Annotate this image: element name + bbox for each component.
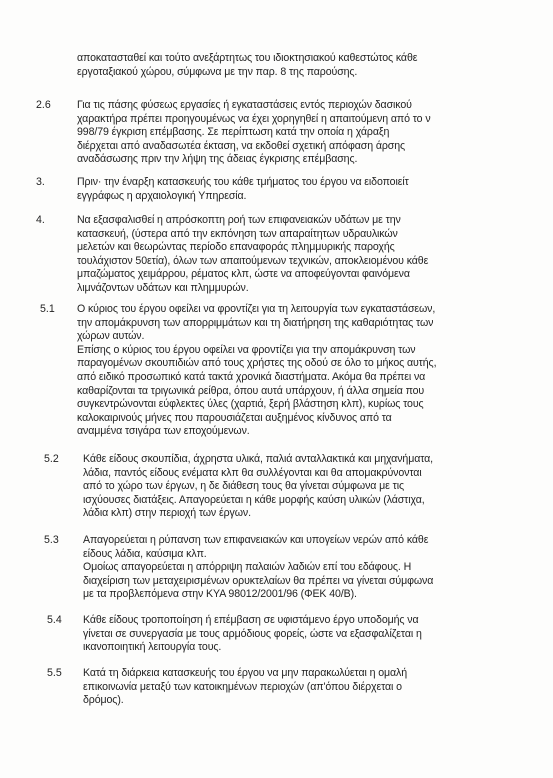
text-line: δρόμος). (83, 694, 124, 707)
text-line: λάδια, παντός είδους ενέματα κλπ θα συλλέγονται και θα απομακρύνονται (83, 466, 422, 479)
text-line: την απομάκρυνση των απορριμμάτων και τη διατήρηση της καθαριότητας των (77, 316, 434, 329)
text-line: τουλάχιστον 50ετία), όλων των απαιτούμενων τεχνικών, αποκλειομένου κάθε (77, 254, 429, 267)
section-number: 3. (36, 176, 45, 188)
text-line: αναμμένα τσιγάρα των εποχούμενων. (77, 425, 250, 438)
text-line: γίνεται σε συνεργασία με τους αρμόδιους φορείς, ώστε να εξασφαλίζεται η (83, 627, 422, 640)
text-line: αναδάσωσης πριν την λήψη της άδειας έγκρισης επέμβασης. (77, 153, 358, 166)
text-line: είδους λάδια, καύσιμα κλπ. (83, 547, 207, 560)
text-line: Ομοίως απαγορεύεται η απόρριψη παλαιών λαδιών επί του εδάφους. Η (83, 561, 412, 574)
paragraph-5-1 (77, 303, 521, 439)
section-number: 5.2 (44, 453, 59, 465)
text-line: Ο κύριος του έργου οφείλει να φροντίζει για τη λειτουργία των εγκαταστάσεων, (77, 303, 436, 315)
text-line: Απαγορεύεται η ρύπανση των επιφανειακών και υπογείων νερών από κάθε (83, 534, 429, 546)
text-line: Για τις πάσης φύσεως εργασίες ή εγκαταστάσεις εντός περιοχών δασικού (77, 99, 412, 111)
text-line: συγκεντρώνονται εύφλεκτες ύλες (χαρτιά, ξερή βλάστηση κλπ), κυρίως τους (77, 398, 424, 411)
text-line: λιμνάζοντων υδάτων και πλημμυρών. (77, 281, 249, 294)
text-line: από το χώρο των έργων, η δε διάθεση τους θα γίνεται σύμφωνα με τις (83, 480, 404, 493)
paragraph-5-5 (83, 667, 523, 708)
text-line: με τα προβλεπόμενα στην ΚΥΑ 98012/2001/96 (ΦΕΚ 40/Β). (83, 588, 357, 601)
text-line: διέρχεται από αναδασωτέα έκταση, να εκδοθεί σχετική απόφαση άρσης (77, 139, 406, 152)
paragraph-3 (77, 176, 521, 203)
text-line: αποκατασταθεί και τούτο ανεξάρτητως του ιδιοκτησιακού καθεστώτος κάθε (77, 52, 418, 64)
text-line: Κάθε είδους τροποποίηση ή επέμβαση σε υφιστάμενο έργο υποδομής να (83, 614, 419, 626)
paragraph-4 (77, 214, 521, 296)
text-line: μπαζώματος χειμάρρου, ρέματος κλπ, ώστε να αποφεύγονται φαινόμενα (77, 268, 410, 281)
text-line: Κατά τη διάρκεια κατασκευής του έργου να μην παρακωλύεται η ομαλή (83, 667, 408, 679)
text-line: επικοινωνία μεταξύ των κατοικημένων περιοχών (απ'όπου διέρχεται ο (83, 680, 402, 693)
text-line: ικανοποιητική λειτουργία τους. (83, 641, 222, 654)
text-line: εργοταξιακού χώρου, σύμφωνα με την παρ. 8 της παρούσης. (77, 65, 358, 78)
text-line: παραγομένων σκουπιδιών από τους χρήστες της οδού σε όλο το μήκος αυτής, (77, 357, 437, 370)
paragraph-5-3 (83, 534, 523, 602)
paragraph-5-4 (83, 614, 523, 655)
text-line: καθαρίζονται τα τριγωνικά ρείθρα, όπου αυτά υπάρχουν, ή άλλα σημεία που (77, 384, 425, 397)
text-line: κατασκευή, (ύστερα από την εκπόνηση των απαραίτητων υδραυλικών (77, 227, 398, 240)
text-line: μελετών και θεωρώντας περίοδο επαναφοράς πλημμυρικής παροχής (77, 241, 395, 254)
text-line: Κάθε είδους σκουπίδια, άχρηστα υλικά, παλιά ανταλλακτικά και μηχανήματα, (83, 453, 434, 465)
text-line: διαχείριση των μεταχειρισμένων ορυκτελαίων θα πρέπει να γίνεται σύμφωνα (83, 574, 434, 587)
text-line: Πριν· την έναρξη κατασκευής του κάθε τμήματος του έργου να ειδοποιείτ (77, 176, 409, 188)
text-line: ισχύουσες διατάξεις. Απαγορεύεται η κάθε μορφής καύση υλικών (λάστιχα, (83, 493, 425, 506)
text-line: από ειδικό προσωπικό κατά τακτά χρονικά διαστήματα. Ακόμα θα πρέπει να (77, 370, 426, 383)
section-number: 5.3 (44, 534, 59, 546)
text-line: Επίσης ο κύριος του έργου οφείλει να φροντίζει για την απομάκρυνση των (77, 343, 416, 356)
section-number: 5.5 (47, 667, 62, 679)
text-line: εγγράφως η αρχαιολογική Υπηρεσία. (77, 189, 247, 202)
section-number: 4. (36, 214, 45, 226)
text-line: χώρων αυτών. (77, 330, 145, 343)
text-line: λάδια κλπ) στην περιοχή των έργων. (83, 507, 251, 520)
text-line: καλοκαιρινούς μήνες που παρουσιάζεται αυξημένος κίνδυνος από τα (77, 411, 392, 424)
paragraph-2-6 (77, 99, 521, 167)
section-number: 2.6 (36, 99, 51, 111)
paragraph-intro (77, 52, 521, 79)
paragraph-5-2 (83, 453, 523, 521)
text-line: 998/79 έγκριση επέμβασης. Σε περίπτωση κατά την οποία η χάραξη (77, 126, 390, 139)
section-number: 5.4 (47, 614, 62, 626)
section-number: 5.1 (40, 303, 55, 315)
text-line: Να εξασφαλισθεί η απρόσκοπτη ροή των επιφανειακών υδάτων με την (77, 214, 401, 226)
text-line: χαρακτήρα πρέπει προηγουμένως να έχει χορηγηθεί η απαιτούμενη από το ν (77, 112, 431, 125)
